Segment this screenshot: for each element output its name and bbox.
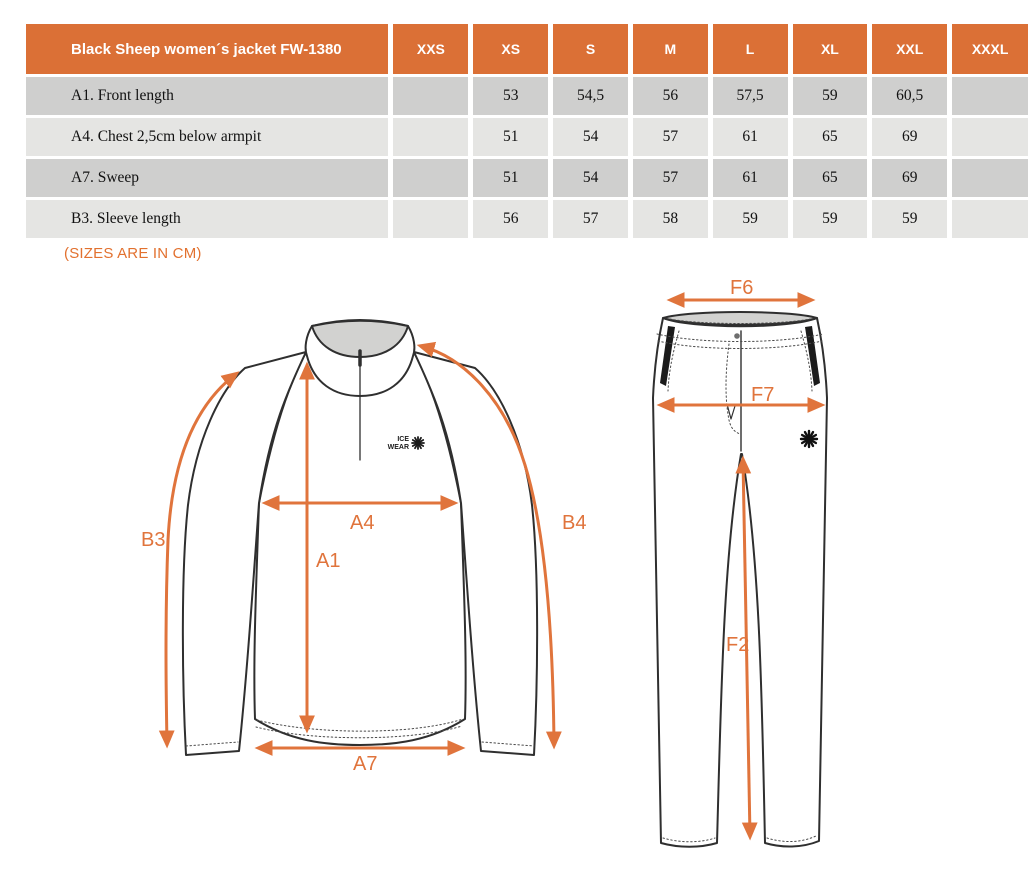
jacket-diagram <box>183 320 537 755</box>
size-column-header: XS <box>473 24 548 74</box>
size-value-cell: 57 <box>553 200 628 238</box>
size-column-header: XL <box>793 24 868 74</box>
measurement-label: A1. Front length <box>26 77 388 115</box>
size-column-header: XXS <box>393 24 468 74</box>
size-value-cell: 51 <box>473 159 548 197</box>
size-value-cell: 59 <box>793 200 868 238</box>
size-value-cell: 57 <box>633 118 707 156</box>
label-f2: F2 <box>726 634 750 656</box>
size-value-cell: 61 <box>713 118 788 156</box>
size-value-cell: 65 <box>793 159 868 197</box>
table-title: Black Sheep women´s jacket FW-1380 <box>26 24 388 74</box>
size-column-header: L <box>713 24 788 74</box>
size-value-cell: 69 <box>872 159 947 197</box>
label-a7: A7 <box>353 753 378 775</box>
size-value-cell: 65 <box>793 118 868 156</box>
pants-waist-opening <box>663 312 817 325</box>
size-value-cell: 54,5 <box>553 77 628 115</box>
label-f6: F6 <box>730 277 754 299</box>
size-value-cell: 59 <box>872 200 947 238</box>
size-value-cell: 57 <box>633 159 707 197</box>
label-a4: A4 <box>350 512 375 534</box>
label-f7: F7 <box>751 384 775 406</box>
size-column-header: XXL <box>872 24 947 74</box>
label-b4: B4 <box>562 512 587 534</box>
measurement-label: A7. Sweep <box>26 159 388 197</box>
sizes-note: (SIZES ARE IN CM) <box>64 245 202 262</box>
size-column-header: XXXL <box>952 24 1028 74</box>
size-value-cell: 57,5 <box>713 77 788 115</box>
size-value-cell: 69 <box>872 118 947 156</box>
size-value-cell: 59 <box>713 200 788 238</box>
label-a1: A1 <box>316 550 341 572</box>
size-value-cell: 60,5 <box>872 77 947 115</box>
pants-diagram <box>653 312 827 847</box>
size-column-header: M <box>633 24 707 74</box>
size-value-cell: 54 <box>553 118 628 156</box>
jacket-logo-line2: WEAR <box>387 444 409 451</box>
jacket-logo-line1: ICE <box>397 436 409 443</box>
size-value-cell: 54 <box>553 159 628 197</box>
size-value-cell: 61 <box>713 159 788 197</box>
size-column-header: S <box>553 24 628 74</box>
size-value-cell: 56 <box>473 200 548 238</box>
size-value-cell: 51 <box>473 118 548 156</box>
measurement-label: A4. Chest 2,5cm below armpit <box>26 118 388 156</box>
size-value-cell: 58 <box>633 200 707 238</box>
pants-outline <box>653 318 827 847</box>
pants-button <box>734 333 740 339</box>
size-value-cell: 59 <box>793 77 868 115</box>
measurement-label: B3. Sleeve length <box>26 200 388 238</box>
size-value-cell: 53 <box>473 77 548 115</box>
label-b3: B3 <box>141 529 166 551</box>
size-value-cell: 56 <box>633 77 707 115</box>
